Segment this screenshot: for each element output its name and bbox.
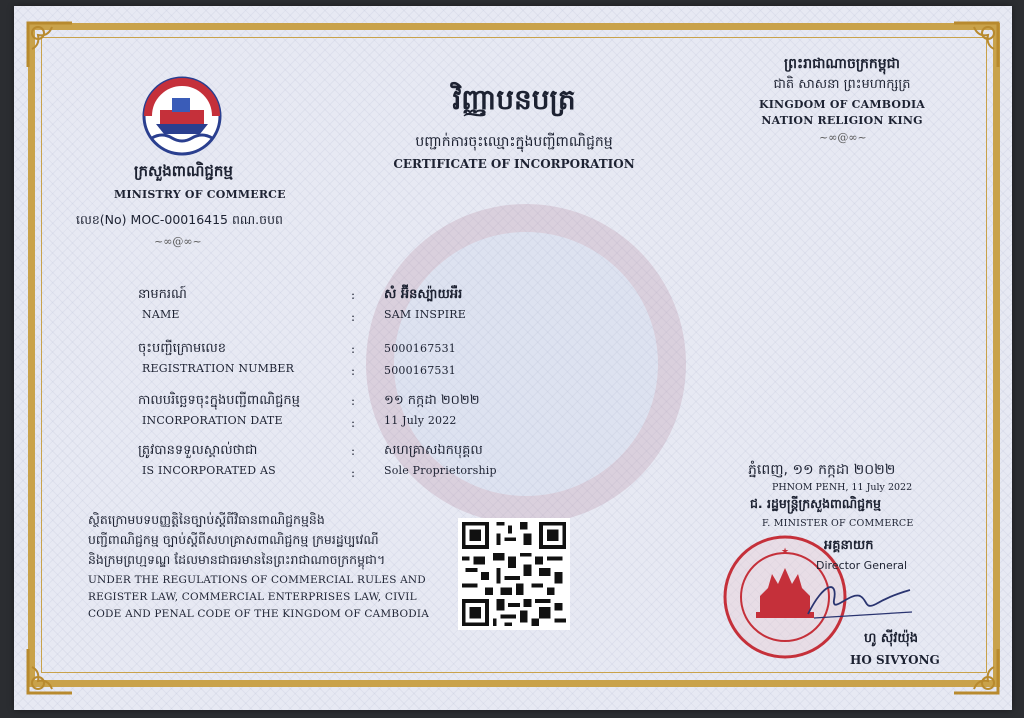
- registration-label-en: REGISTRATION NUMBER: [142, 362, 295, 375]
- name-colon-en: :: [351, 310, 356, 324]
- signatory-name-km: ហូ ស៊ីវយ៉ុង: [864, 631, 919, 646]
- name-value-en: SAM INSPIRE: [384, 308, 467, 321]
- corner-ornament-icon: [24, 645, 76, 697]
- certificate-paper: [14, 6, 1012, 710]
- name-value-km: សំ អ៊ីនស្ប៉ាយអឺរ: [384, 287, 463, 302]
- name-label-km: នាមករណ៍: [138, 287, 187, 302]
- certificate-title-en: CERTIFICATE OF INCORPORATION: [393, 157, 635, 171]
- corner-ornament-icon: [24, 19, 76, 71]
- registration-label-km: ចុះបញ្ជីក្រោមលេខ: [138, 341, 226, 356]
- kingdom-motto-km: ជាតិ សាសនា ព្រះមហាក្សត្រ: [773, 77, 911, 92]
- handwritten-signature: [804, 574, 914, 622]
- incorporated-as-value-en: Sole Proprietorship: [384, 464, 497, 477]
- ministry-name-km: ក្រសួងពាណិជ្ជកម្ម: [134, 162, 233, 180]
- ministry-name-en: MINISTRY OF COMMERCE: [114, 188, 286, 201]
- place-date-km: ភ្នំពេញ, ១១ កក្កដា ២០២២: [748, 462, 896, 478]
- legal-text-en-line3: CODE AND PENAL CODE OF THE KINGDOM OF CAMBODIA: [88, 608, 430, 620]
- incorporated-as-label-km: ត្រូវបានទទួលស្គាល់ថាជា: [138, 443, 258, 458]
- place-date-en: PHNOM PENH, 11 July 2022: [772, 482, 913, 493]
- kingdom-flourish: ~∞@∞~: [819, 131, 867, 144]
- certificate-subtitle-km: បញ្ជាក់ការចុះឈ្មោះក្នុងបញ្ជីពាណិជ្ជកម្ម: [415, 134, 613, 150]
- incorporation-date-colon: :: [351, 394, 356, 408]
- legal-text-km-line1: ស្ថិតក្រោមបទបញ្ញត្តិនៃច្បាប់ស្ដីពីវិធានពាណិជ្ជកម្មនិង: [88, 512, 325, 527]
- document-number: លេខ(No) MOC-00016415 ពណ.ចបព: [76, 212, 283, 227]
- incorporation-date-label-km: កាលបរិច្ឆេទចុះក្នុងបញ្ជីពាណិជ្ជកម្ម: [138, 393, 300, 408]
- incorporation-date-colon-en: :: [351, 416, 356, 430]
- name-label-en: NAME: [142, 308, 180, 321]
- registration-colon: :: [351, 342, 356, 356]
- certificate-title-km: វិញ្ញាបនបត្រ: [452, 83, 576, 116]
- qr-code-icon[interactable]: [458, 518, 570, 630]
- registration-value-en: 5000167531: [384, 364, 456, 377]
- minister-role-km: ជ. រដ្ឋមន្ត្រីក្រសួងពាណិជ្ជកម្ម: [750, 496, 881, 511]
- legal-text-km-line3: និងក្រមព្រហ្មទណ្ឌ ដែលមានជាធរមាននៃព្រះរាជាណាចក្រកម្ពុជា។: [88, 552, 386, 567]
- incorporated-as-value-km: សហគ្រាសឯកបុគ្គល: [384, 443, 483, 458]
- incorporation-date-label-en: INCORPORATION DATE: [142, 414, 283, 427]
- incorporation-date-value-en: 11 July 2022: [384, 414, 457, 427]
- director-title-km: អគ្គនាយក: [824, 538, 874, 553]
- legal-text-km-line2: បញ្ជីពាណិជ្ជកម្ម ច្បាប់ស្ដីពីសហគ្រាសពាណិជ្ជកម្ម ក្រមរដ្ឋប្បវេណី: [88, 532, 379, 547]
- registration-value-km: 5000167531: [384, 342, 456, 355]
- legal-text-en-line2: REGISTER LAW, COMMERCIAL ENTERPRISES LAW, CIVIL: [88, 591, 417, 603]
- incorporated-as-colon: :: [351, 444, 356, 458]
- registration-colon-en: :: [351, 364, 356, 378]
- signatory-name-en: HO SIVYONG: [850, 653, 940, 667]
- incorporation-date-value-km: ១១ កក្កដា ២០២២: [384, 393, 480, 408]
- kingdom-name-km: ព្រះរាជាណាចក្រកម្ពុជា: [783, 56, 900, 72]
- ministry-emblem-icon: [142, 76, 222, 156]
- svg-text:★: ★: [780, 547, 790, 557]
- corner-ornament-icon: [950, 645, 1002, 697]
- name-colon: :: [351, 288, 356, 302]
- kingdom-name-en: KINGDOM OF CAMBODIA: [758, 98, 926, 111]
- minister-role-en: F. MINISTER OF COMMERCE: [762, 518, 914, 529]
- ministry-flourish: ~∞@∞~: [154, 235, 202, 248]
- director-title-en: Director General: [816, 559, 908, 572]
- incorporated-as-colon-en: :: [351, 466, 356, 480]
- corner-ornament-icon: [950, 19, 1002, 71]
- kingdom-motto-en: NATION RELIGION KING: [761, 114, 923, 127]
- incorporated-as-label-en: IS INCORPORATED AS: [142, 464, 276, 477]
- legal-text-en-line1: UNDER THE REGULATIONS OF COMMERCIAL RULES AND: [88, 574, 426, 586]
